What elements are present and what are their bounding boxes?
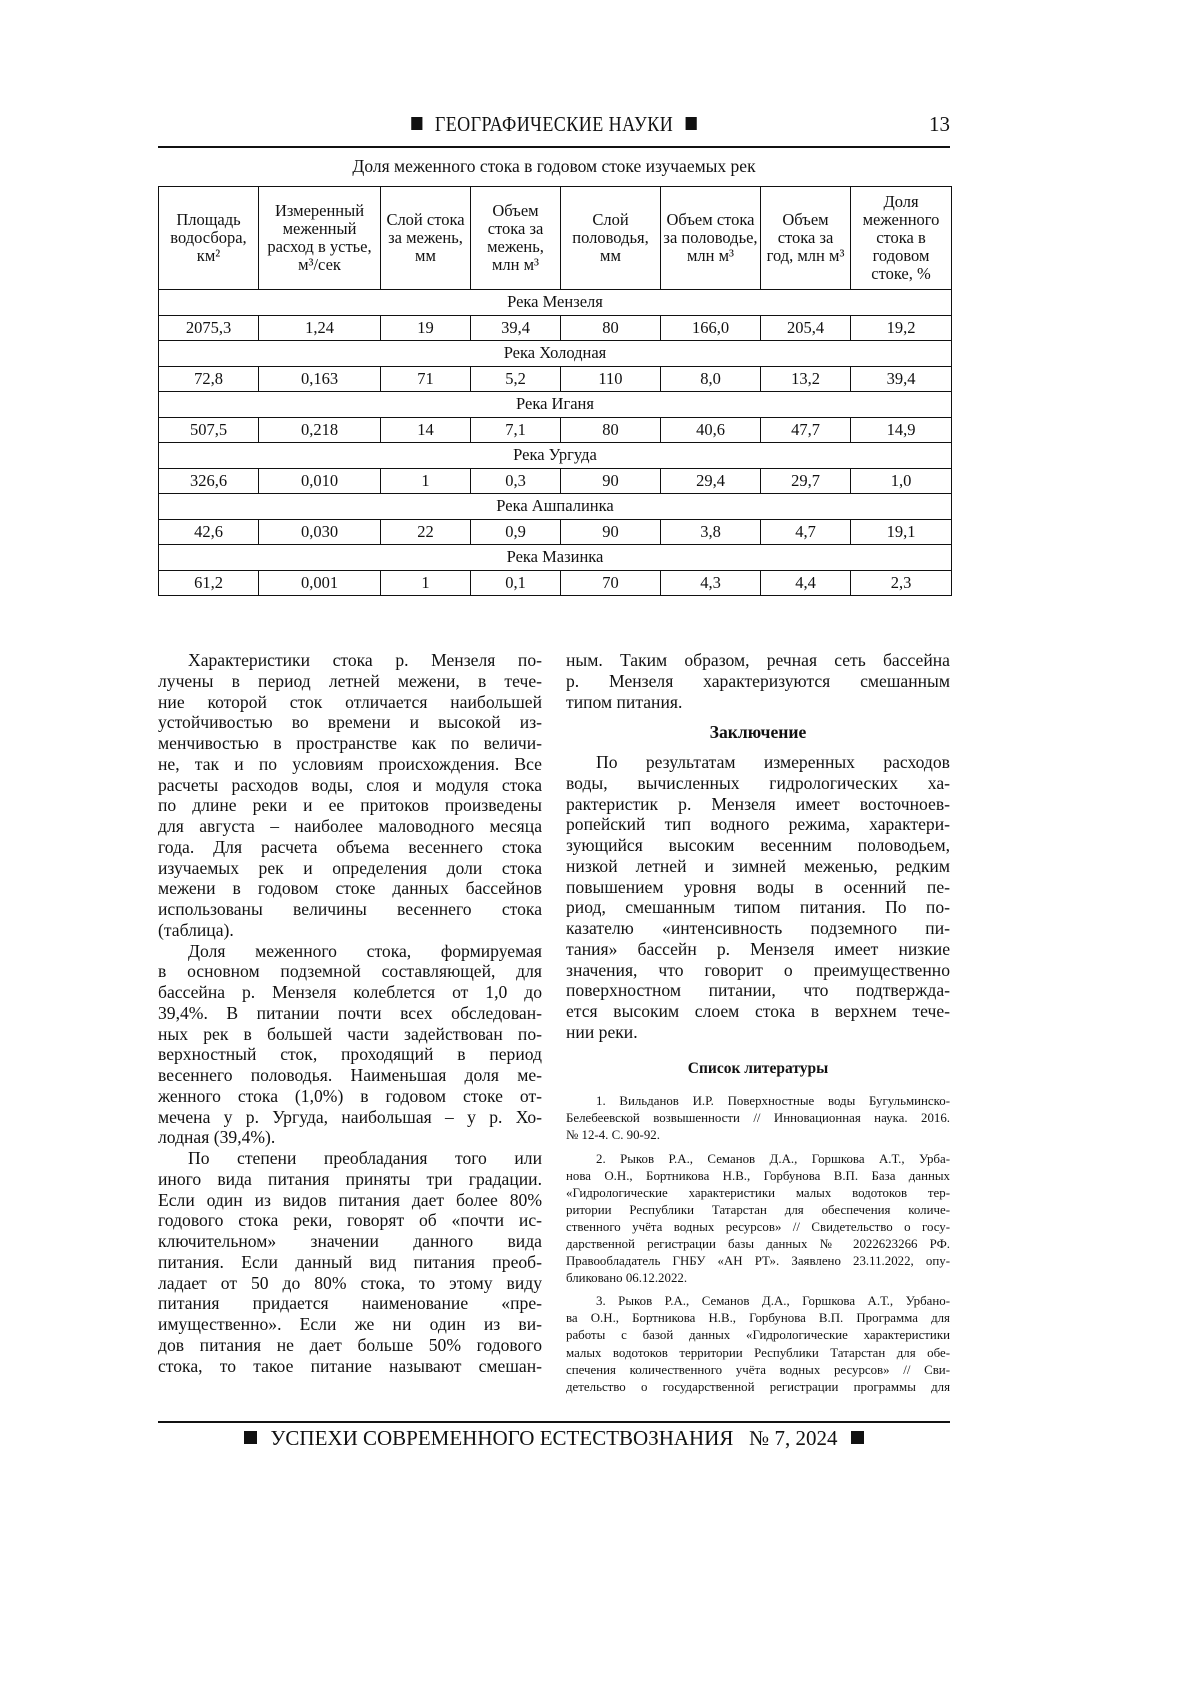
river-group-row <box>159 341 952 367</box>
text-line: (таблица). <box>158 920 542 941</box>
text-line: спечения количественного учёта водных ресурсов» // Сви- <box>566 1362 950 1379</box>
text-line: в основном подземной составляющей, для <box>158 961 542 982</box>
river-group-row <box>159 545 952 571</box>
text-line: низкой летней и зимней меженью, редким <box>566 856 950 877</box>
text-line: поверхностном питании, что подтвержда- <box>566 980 950 1001</box>
text-line: лодная (39,4%). <box>158 1127 542 1148</box>
table-cell: 0,9 <box>471 519 561 545</box>
text-line: 1. Вильданов И.Р. Поверхностные воды Бугульминско- <box>566 1093 950 1110</box>
text-line: дарственной регистрации базы данных № 2022623266 РФ. <box>566 1236 950 1253</box>
table-cell: 19,2 <box>851 315 952 341</box>
text-line: женного стока (1,0%) в годовом стоке от- <box>158 1086 542 1107</box>
text-line: не, так и по условиям происхождения. Все <box>158 754 542 775</box>
table-cell: 4,3 <box>661 570 761 596</box>
column-header: Доля меженного стока в годовом стоке, % <box>851 187 952 290</box>
table-cell: 7,1 <box>471 417 561 443</box>
text-line: зующийся высоким весенним половодьем, <box>566 835 950 856</box>
table-cell: 1,0 <box>851 468 952 494</box>
text-line: имущественно». Если же ни один из ви- <box>158 1314 542 1335</box>
table-cell: 1 <box>381 468 471 494</box>
text-line: дов питания не дает больше 50% годового <box>158 1335 542 1356</box>
text-line: Правообладатель ГНБУ «АН РТ». Заявлено 23.11.2022, опу- <box>566 1253 950 1270</box>
text-line: для августа – наиболее маловодного месяца <box>158 816 542 837</box>
section-title: ГЕОГРАФИЧЕСКИЕ НАУКИ <box>435 112 673 136</box>
page-number: 13 <box>929 112 950 137</box>
text-line: повышением уровня воды в осенний пе- <box>566 877 950 898</box>
table-cell: 8,0 <box>661 366 761 392</box>
table-cell: 2075,3 <box>159 315 259 341</box>
table-cell: 19,1 <box>851 519 952 545</box>
river-name: Река Холодная <box>159 341 952 367</box>
footer-rule <box>158 1421 950 1423</box>
text-line: ных рек в большей части задействован по- <box>158 1024 542 1045</box>
text-line: ние которой сток отличается наибольшей <box>158 692 542 713</box>
table-cell: 19 <box>381 315 471 341</box>
text-line: годового стока реки, говорят об «почти ис- <box>158 1210 542 1231</box>
text-line: ритории Республики Татарстан для обеспечения количе- <box>566 1202 950 1219</box>
text-line: ва О.Н., Бортникова Н.В., Горбунова В.П. Программа для <box>566 1310 950 1327</box>
text-line: Доля меженного стока, формируемая <box>158 941 542 962</box>
reference-item <box>566 1293 950 1396</box>
river-group-row <box>159 290 952 316</box>
left-text-column <box>158 650 542 1376</box>
table-cell: 90 <box>561 519 661 545</box>
table-cell: 205,4 <box>761 315 851 341</box>
table-cell: 1,24 <box>259 315 381 341</box>
river-name: Река Иганя <box>159 392 952 418</box>
table-row <box>159 417 952 443</box>
journal-title: УСПЕХИ СОВРЕМЕННОГО ЕСТЕСТВОЗНАНИЯ <box>271 1426 734 1450</box>
text-line: По результатам измеренных расходов <box>566 752 950 773</box>
text-line: стока, то такое питание называют смешан- <box>158 1356 542 1377</box>
table-cell: 22 <box>381 519 471 545</box>
text-line: лучены в период летней межени, в тече- <box>158 671 542 692</box>
column-header: Слой половодья, мм <box>561 187 661 290</box>
text-line: Характеристики стока р. Мензеля по- <box>158 650 542 671</box>
text-line: р. Мензеля характеризуются смешанным <box>566 671 950 692</box>
table-row <box>159 468 952 494</box>
right-text-column <box>566 650 950 1402</box>
text-line: ключительном» значении данного вида <box>158 1231 542 1252</box>
text-line: № 12-4. С. 90-92. <box>566 1127 950 1144</box>
text-line: 3. Рыков Р.А., Семанов Д.А., Горшкова А.Т., Урбано- <box>566 1293 950 1310</box>
reference-text <box>566 1151 950 1288</box>
table-cell: 2,3 <box>851 570 952 596</box>
text-line: ропейский тип водного режима, характери- <box>566 814 950 835</box>
river-group-row <box>159 443 952 469</box>
text-line: межени в годовом стоке данных бассейнов <box>158 878 542 899</box>
reference-item <box>566 1151 950 1288</box>
text-line: использованы величины весеннего стока <box>158 899 542 920</box>
table-header-row <box>159 187 952 290</box>
table-cell: 166,0 <box>661 315 761 341</box>
text-line: года. Для расчета объема весеннего стока <box>158 837 542 858</box>
text-line: воды, вычисленных гидрологических ха- <box>566 773 950 794</box>
river-name: Река Ургуда <box>159 443 952 469</box>
table-cell: 1 <box>381 570 471 596</box>
table-cell: 80 <box>561 417 661 443</box>
river-group-row <box>159 392 952 418</box>
table-cell: 3,8 <box>661 519 761 545</box>
column-header: Измеренный меженный расход в устье, м³/сек <box>259 187 381 290</box>
text-line: рактеристик р. Мензеля имеет восточноев- <box>566 794 950 815</box>
running-header <box>158 110 950 140</box>
table-cell: 39,4 <box>471 315 561 341</box>
river-name: Река Ашпалинка <box>159 494 952 520</box>
table-row <box>159 315 952 341</box>
header-rule <box>158 146 950 148</box>
table-cell: 0,218 <box>259 417 381 443</box>
table-cell: 47,7 <box>761 417 851 443</box>
text-line: ется высоким слоем стока в верхнем тече- <box>566 1001 950 1022</box>
river-name: Река Мензеля <box>159 290 952 316</box>
table-cell: 80 <box>561 315 661 341</box>
table-cell: 42,6 <box>159 519 259 545</box>
table-cell: 0,001 <box>259 570 381 596</box>
table-cell: 14,9 <box>851 417 952 443</box>
river-group-row <box>159 494 952 520</box>
table-cell: 13,2 <box>761 366 851 392</box>
text-line: расчеты расходов воды, слоя и модуля стока <box>158 775 542 796</box>
table-cell: 326,6 <box>159 468 259 494</box>
conclusion-paragraph <box>566 752 950 1043</box>
text-line: 2. Рыков Р.А., Семанов Д.А., Горшкова А.Т., Урба- <box>566 1151 950 1168</box>
text-line: казателю «интенсивность подземного пи- <box>566 918 950 939</box>
table-row <box>159 519 952 545</box>
text-line: тания» бассейн р. Мензеля имеет низкие <box>566 939 950 960</box>
table-cell: 0,163 <box>259 366 381 392</box>
column-header: Объем стока за межень, млн м³ <box>471 187 561 290</box>
column-header: Объем стока за половодье, млн м³ <box>661 187 761 290</box>
table-cell: 110 <box>561 366 661 392</box>
paragraph <box>158 1148 542 1376</box>
table-cell: 90 <box>561 468 661 494</box>
square-bullet-icon <box>244 1431 257 1444</box>
text-line: по длине реки и ее притоков произведены <box>158 795 542 816</box>
issue-number: № 7, 2024 <box>749 1426 837 1450</box>
table-cell: 39,4 <box>851 366 952 392</box>
text-line: 39,4%. В питании почти всех обследован- <box>158 1003 542 1024</box>
column-header: Объем стока за год, млн м³ <box>761 187 851 290</box>
text-line: типом питания. <box>566 692 950 713</box>
paragraph-continuation <box>566 650 950 712</box>
column-header: Слой стока за межень, мм <box>381 187 471 290</box>
table-row <box>159 570 952 596</box>
table-cell: 4,7 <box>761 519 851 545</box>
text-line: изучаемых рек и определения доли стока <box>158 858 542 879</box>
reference-text <box>566 1293 950 1396</box>
table-cell: 61,2 <box>159 570 259 596</box>
text-line: Белебеевской возвышенности // Инновационная наука. 2016. <box>566 1110 950 1127</box>
table-cell: 70 <box>561 570 661 596</box>
reference-text <box>566 1093 950 1144</box>
running-footer <box>158 1426 950 1451</box>
text-line: менчивостью в пространстве как по величи- <box>158 733 542 754</box>
table-cell: 0,1 <box>471 570 561 596</box>
table-cell: 29,7 <box>761 468 851 494</box>
text-line: малых водотоков территории Республики Татарстан для обе- <box>566 1345 950 1362</box>
text-line: значения, что говорит о преимущественно <box>566 960 950 981</box>
river-name: Река Мазинка <box>159 545 952 571</box>
table-cell: 0,010 <box>259 468 381 494</box>
text-line: Если один из видов питания дает более 80% <box>158 1190 542 1211</box>
text-line: нии реки. <box>566 1022 950 1043</box>
square-bullet-icon <box>412 117 423 130</box>
text-line: нова О.Н., Бортникова Н.В., Горбунова В.П. База данных <box>566 1168 950 1185</box>
conclusion-heading: Заключение <box>566 722 950 743</box>
paragraph <box>158 941 542 1149</box>
paragraph <box>158 650 542 941</box>
text-line: ственного учёта водных ресурсов» // Свидетельство о госу- <box>566 1219 950 1236</box>
table-cell: 0,3 <box>471 468 561 494</box>
reference-item <box>566 1093 950 1144</box>
text-line: По степени преобладания того или <box>158 1148 542 1169</box>
text-line: бликовано 06.12.2022. <box>566 1270 950 1287</box>
table-cell: 40,6 <box>661 417 761 443</box>
text-line: детельство о государственной регистрации программы для <box>566 1379 950 1396</box>
square-bullet-icon <box>851 1431 864 1444</box>
table-cell: 0,030 <box>259 519 381 545</box>
table-row <box>159 366 952 392</box>
table-cell: 71 <box>381 366 471 392</box>
table-cell: 72,8 <box>159 366 259 392</box>
column-header: Площадь водосбора, км² <box>159 187 259 290</box>
references-heading: Список литературы <box>566 1059 950 1080</box>
text-line: иного вида питания приняты три градации. <box>158 1169 542 1190</box>
table-cell: 4,4 <box>761 570 851 596</box>
table-caption: Доля меженного стока в годовом стоке изучаемых рек <box>158 156 950 177</box>
text-line: устойчивостью во времени и высокой из- <box>158 712 542 733</box>
text-line: бассейна р. Мензеля колеблется от 1,0 до <box>158 982 542 1003</box>
text-line: работы с базой данных «Гидрологические характеристики <box>566 1327 950 1344</box>
runoff-table <box>158 186 952 596</box>
text-line: риод, смешанным типом питания. По по- <box>566 897 950 918</box>
table-cell: 29,4 <box>661 468 761 494</box>
table-cell: 5,2 <box>471 366 561 392</box>
text-line: питания. Если данный вид питания преоб- <box>158 1252 542 1273</box>
table-cell: 14 <box>381 417 471 443</box>
text-line: мечена у р. Ургуда, наибольшая – у р. Хо- <box>158 1107 542 1128</box>
table-cell: 507,5 <box>159 417 259 443</box>
text-line: верхностный сток, проходящий в период <box>158 1044 542 1065</box>
square-bullet-icon <box>685 117 696 130</box>
text-line: ным. Таким образом, речная сеть бассейна <box>566 650 950 671</box>
text-line: «Гидрологические характеристики малых водотоков тер- <box>566 1185 950 1202</box>
text-line: ладает от 50 до 80% стока, то этому виду <box>158 1273 542 1294</box>
text-line: весеннего половодья. Наименьшая доля ме- <box>158 1065 542 1086</box>
text-line: питания придается наименование «пре- <box>158 1293 542 1314</box>
references-list <box>566 1093 950 1396</box>
